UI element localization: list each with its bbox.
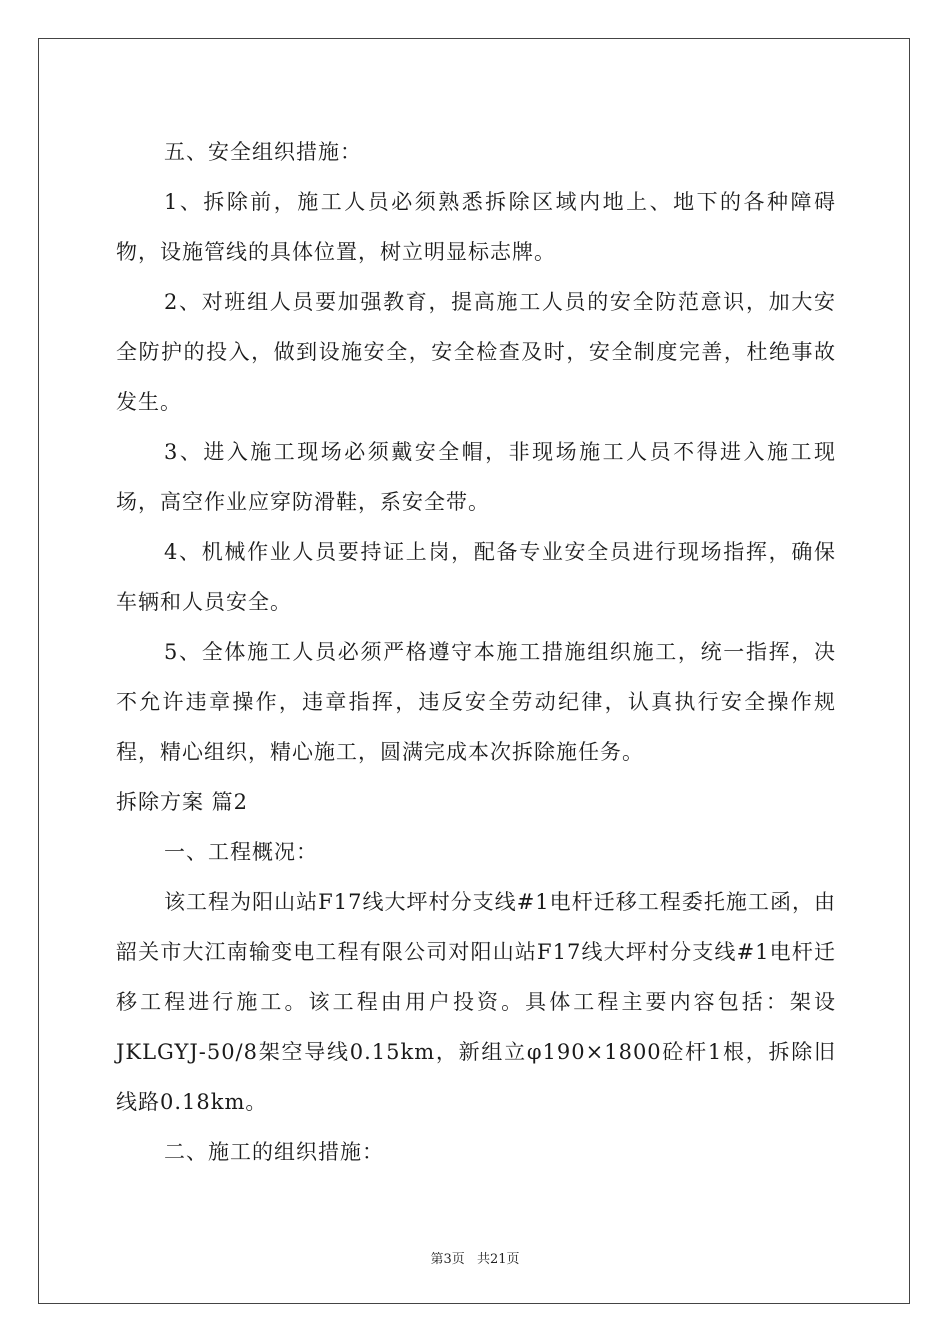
page-total: 共21页 <box>476 1252 520 1267</box>
paragraph-overview: 该工程为阳山站F17线大坪村分支线#1电杆迁移工程委托施工函，由韶关市大江南输变电工程有限公司对阳山站F17线大坪村分支线#1电杆迁移工程进行施工。该工程由用户投资。具体工程主要内容包括：架设JKLGYJ-50/8架空导线0.15km，新组立φ190×1800砼杆1根，拆除旧线路0.18km。 <box>116 890 836 1114</box>
page-footer <box>0 1248 950 1267</box>
paragraph-item-1: 1、拆除前，施工人员必须熟悉拆除区域内地上、地下的各种障碍物，设施管线的具体位置，树立明显标志牌。 <box>116 190 836 264</box>
section-title-plan-2: 拆除方案 篇2 <box>116 790 249 814</box>
section-heading-overview: 一、工程概况： <box>164 840 318 864</box>
section-heading-organization: 二、施工的组织措施： <box>164 1140 384 1164</box>
paragraph-item-3: 3、进入施工现场必须戴安全帽，非现场施工人员不得进入施工现场，高空作业应穿防滑鞋，系安全带。 <box>116 440 836 514</box>
paragraph-item-4: 4、机械作业人员要持证上岗，配备专业安全员进行现场指挥，确保车辆和人员安全。 <box>116 540 836 614</box>
paragraph-item-5: 5、全体施工人员必须严格遵守本施工措施组织施工，统一指挥，决不允许违章操作，违章指挥，违反安全劳动纪律，认真执行安全操作规程，精心组织，精心施工，圆满完成本次拆除施任务。 <box>116 640 836 764</box>
page-number: 第3页 <box>430 1252 465 1267</box>
paragraph-item-2: 2、对班组人员要加强教育，提高施工人员的安全防范意识，加大安全防护的投入，做到设施安全，安全检查及时，安全制度完善，杜绝事故发生。 <box>116 290 836 414</box>
section-heading-safety: 五、安全组织措施： <box>164 140 362 164</box>
document-body <box>116 127 836 1177</box>
